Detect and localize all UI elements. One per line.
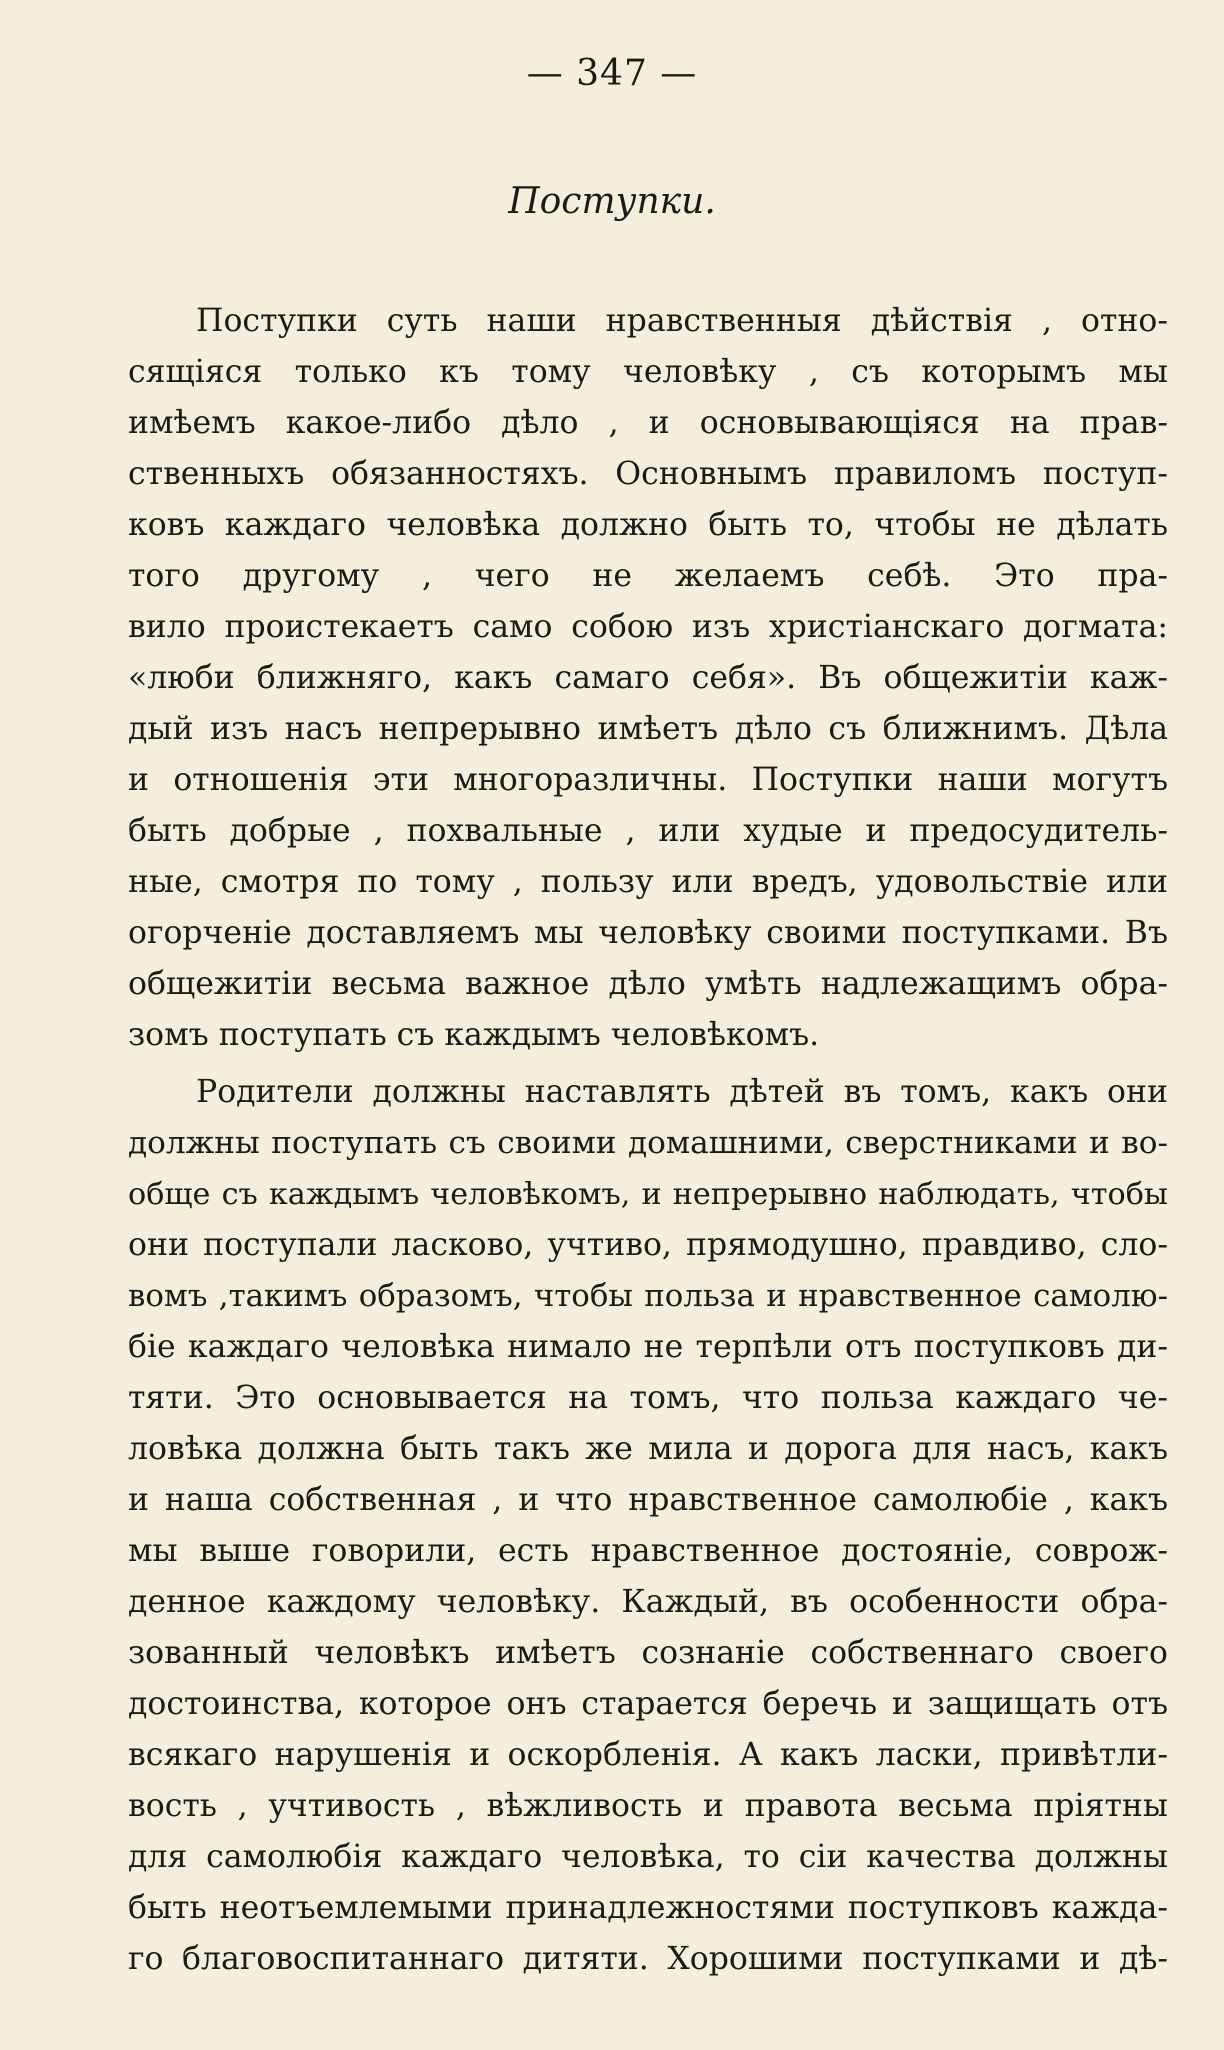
paragraph-line: всякаго нарушенія и оскорбленія. А какъ ласки, привѣтли- bbox=[128, 1737, 1168, 1773]
paragraph-line: должны поступать съ своими домашними, сверстниками и во- bbox=[128, 1125, 1168, 1161]
paragraph-line: дый изъ насъ непрерывно имѣетъ дѣло съ ближнимъ. Дѣла bbox=[128, 711, 1168, 747]
paragraph-line: огорченіе доставляемъ мы человѣку своими поступками. Въ bbox=[128, 915, 1168, 951]
paragraph-line: мы выше говорили, есть нравственное достояніе, соврож- bbox=[128, 1533, 1168, 1569]
paragraph-line: ственныхъ обязанностяхъ. Основнымъ правиломъ поступ- bbox=[128, 456, 1168, 492]
paragraph-line: обще съ каждымъ человѣкомъ, и непрерывно наблюдать, чтобы bbox=[128, 1177, 1168, 1212]
paragraph-line: тяти. Это основывается на томъ, что польза каждаго че- bbox=[128, 1380, 1168, 1416]
paragraph-line: «люби ближняго, какъ самаго себя». Въ общежитіи каж- bbox=[128, 660, 1168, 696]
paragraph-line: ные, смотря по тому , пользу или вредъ, удовольствіе или bbox=[128, 864, 1168, 900]
paragraph-line: Родители должны наставлять дѣтей въ томъ, какъ они bbox=[196, 1074, 1168, 1110]
paragraph-line: біе каждаго человѣка нимало не терпѣли отъ поступковъ ди- bbox=[128, 1329, 1168, 1365]
paragraph-line: достоинства, которое онъ старается беречь и защищать отъ bbox=[128, 1686, 1168, 1722]
paragraph-line: и отношенія эти многоразличны. Поступки наши могутъ bbox=[128, 762, 1168, 798]
paragraph-line: имѣемъ какое-либо дѣло , и основывающіяся на прав- bbox=[128, 405, 1168, 441]
paragraph-line: и наша собственная , и что нравственное самолюбіе , какъ bbox=[128, 1482, 1168, 1518]
paragraph-line: вость , учтивость , вѣжливость и правота весьма пріятны bbox=[128, 1788, 1168, 1824]
section-heading: Поступки. bbox=[508, 181, 716, 222]
page-number: — 347 — bbox=[526, 53, 698, 94]
paragraph-line: вомъ ,такимъ образомъ, чтобы польза и нравственное самолю- bbox=[128, 1278, 1168, 1314]
paragraph-line: быть неотъемлемыми принадлежностями поступковъ кажда- bbox=[128, 1890, 1168, 1926]
paragraph-line: го благовоспитаннаго дитяти. Хорошими поступками и дѣ- bbox=[128, 1941, 1168, 1977]
paragraph-line: ловѣка должна быть такъ же мила и дорога для насъ, какъ bbox=[128, 1431, 1168, 1467]
paragraph-line: зованный человѣкъ имѣетъ сознаніе собственнаго своего bbox=[128, 1635, 1168, 1671]
paragraph-line: они поступали ласково, учтиво, прямодушно, правдиво, сло- bbox=[128, 1227, 1168, 1263]
paragraph-line: денное каждому человѣку. Каждый, въ особенности обра- bbox=[128, 1584, 1168, 1620]
paragraph-line: ковъ каждаго человѣка должно быть то, чтобы не дѣлать bbox=[128, 507, 1168, 543]
paragraph-2 bbox=[128, 1067, 1168, 1985]
paragraph-line: сящіяся только къ тому человѣку , съ которымъ мы bbox=[128, 354, 1168, 390]
paragraph-line: общежитіи весьма важное дѣло умѣть надлежащимъ обра- bbox=[128, 966, 1168, 1002]
paragraph-line: для самолюбія каждаго человѣка, то сіи качества должны bbox=[128, 1839, 1168, 1875]
paragraph-line: зомъ поступать съ каждымъ человѣкомъ. bbox=[128, 1017, 820, 1053]
paragraph-line: быть добрые , похвальные , или худые и предосудитель- bbox=[128, 813, 1168, 849]
paragraph-1 bbox=[128, 296, 1168, 1061]
paragraph-line: того другому , чего не желаемъ себѣ. Это пра- bbox=[128, 558, 1168, 594]
paragraph-line: Поступки суть наши нравственныя дѣйствія , отно- bbox=[196, 303, 1168, 339]
paragraph-line: вило проистекаетъ само собою изъ христіанскаго догмата: bbox=[128, 609, 1168, 645]
